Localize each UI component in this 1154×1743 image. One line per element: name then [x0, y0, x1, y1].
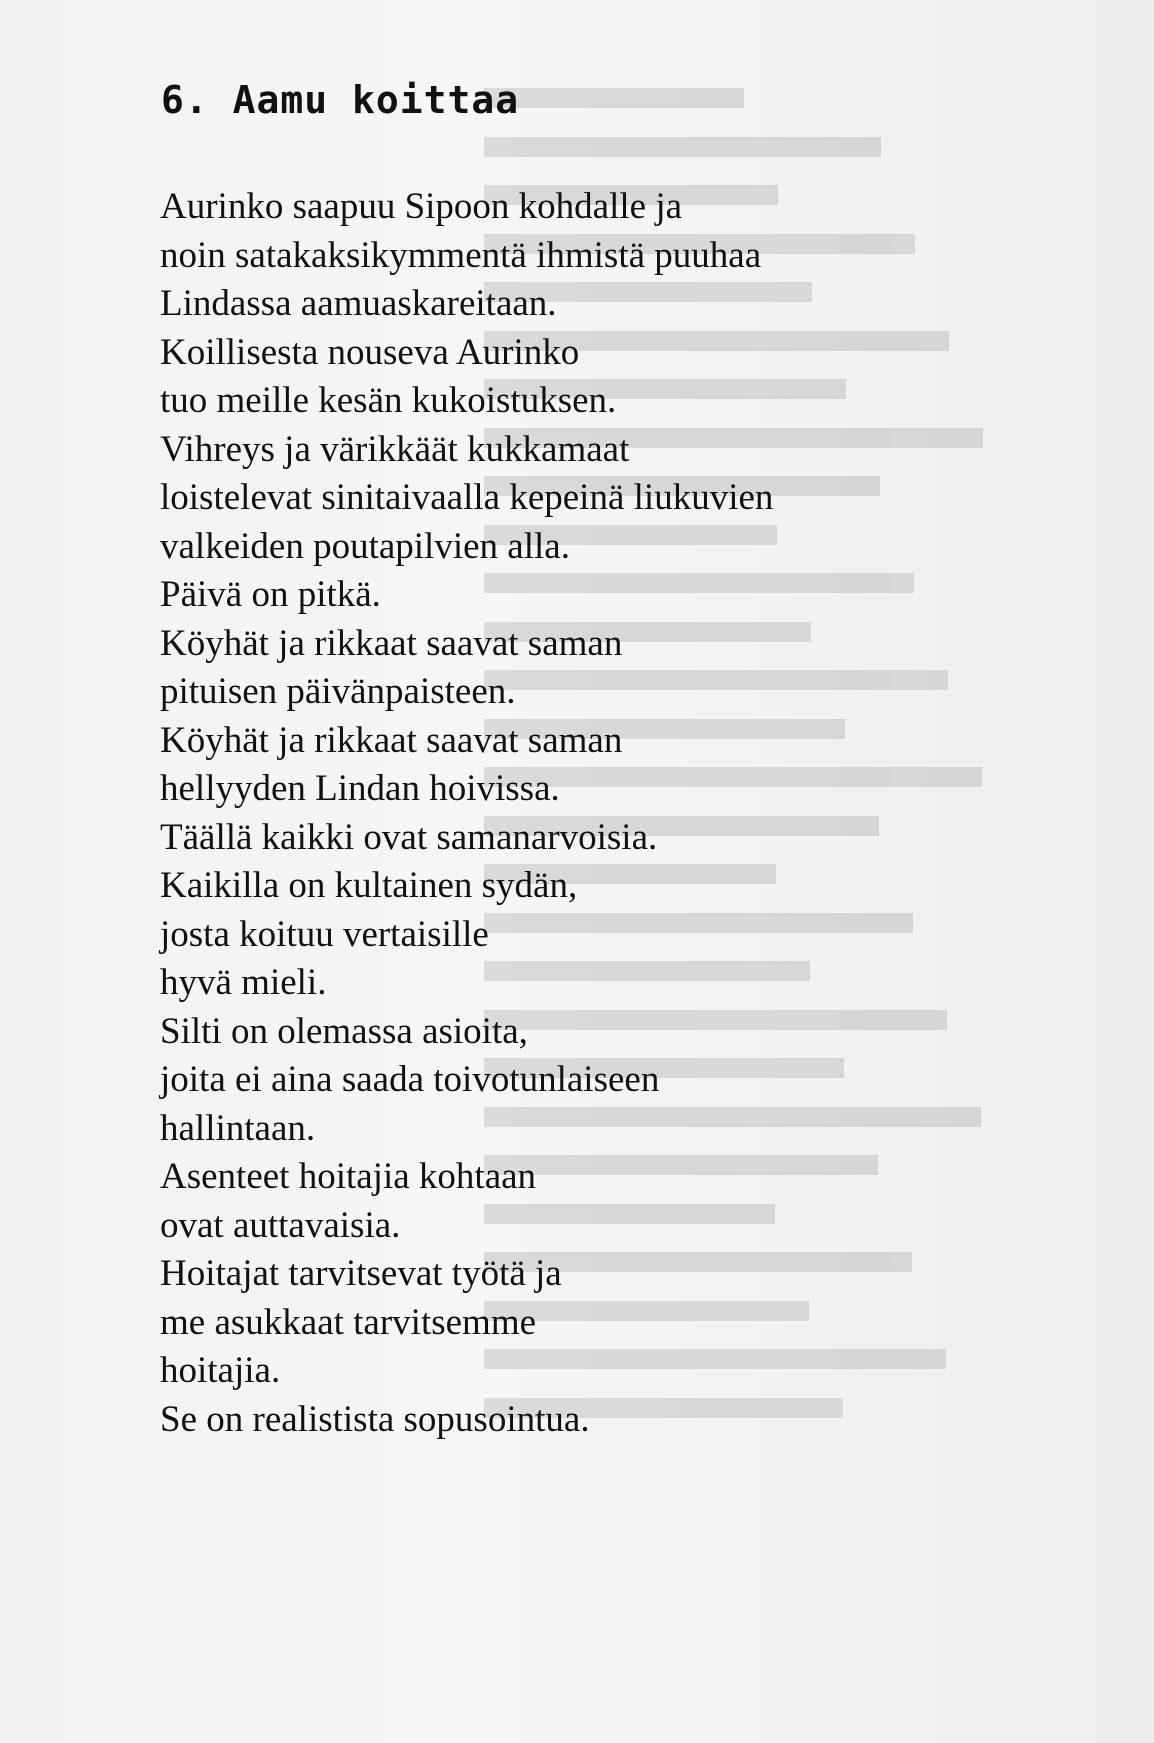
poem-line: Päivä on pitkä.	[160, 574, 381, 615]
poem-line: pituisen päivänpaisteen.	[160, 671, 516, 712]
bleed-line	[484, 119, 1004, 168]
poem-line: Aurinko saapuu Sipoon kohdalle ja	[160, 186, 683, 227]
poem-line: Lindassa aamuaskareitaan.	[160, 283, 557, 324]
bleed-line	[484, 70, 1004, 119]
poem-line: Hoitajat tarvitsevat työtä ja	[160, 1253, 562, 1294]
poem-line: noin satakaksikymmentä ihmistä puuhaa	[160, 234, 762, 276]
poem-line: josta koituu vertaisille	[160, 913, 489, 955]
poem-line: ovat auttavaisia.	[160, 1204, 401, 1246]
poem-line: Se on realistista sopusointua.	[160, 1398, 590, 1440]
poem-line: Köyhät ja rikkaat saavat saman	[160, 622, 623, 664]
poem-line: valkeiden poutapilvien alla.	[160, 525, 570, 567]
poem-line: Koillisesta nouseva Aurinko	[160, 331, 580, 373]
poem-line: hellyyden Lindan hoivissa.	[160, 768, 560, 809]
poem-body	[160, 183, 1010, 1444]
poem-line: loistelevat sinitaivaalla kepeinä liukuvien	[160, 477, 774, 518]
poem-line: me asukkaat tarvitsemme	[160, 1301, 537, 1343]
poem-line: hallintaan.	[160, 1107, 316, 1149]
poem-line: Silti on olemassa asioita,	[160, 1010, 528, 1052]
poem-line: tuo meille kesän kukoistuksen.	[160, 380, 617, 421]
poem-title: 6. Aamu koittaa	[161, 78, 520, 122]
poem-line: Köyhät ja rikkaat saavat saman	[160, 719, 623, 761]
poem-line: joita ei aina saada toivotunlaiseen	[160, 1059, 660, 1100]
poem-line: Vihreys ja värikkäät kukkamaat	[160, 428, 630, 470]
poem-line: hyvä mieli.	[160, 962, 327, 1003]
poem-line: Täällä kaikki ovat samanarvoisia.	[160, 816, 658, 858]
poem-line: hoitajia.	[160, 1350, 281, 1391]
poem-line: Kaikilla on kultainen sydän,	[160, 865, 578, 906]
poem-line: Asenteet hoitajia kohtaan	[160, 1156, 537, 1197]
